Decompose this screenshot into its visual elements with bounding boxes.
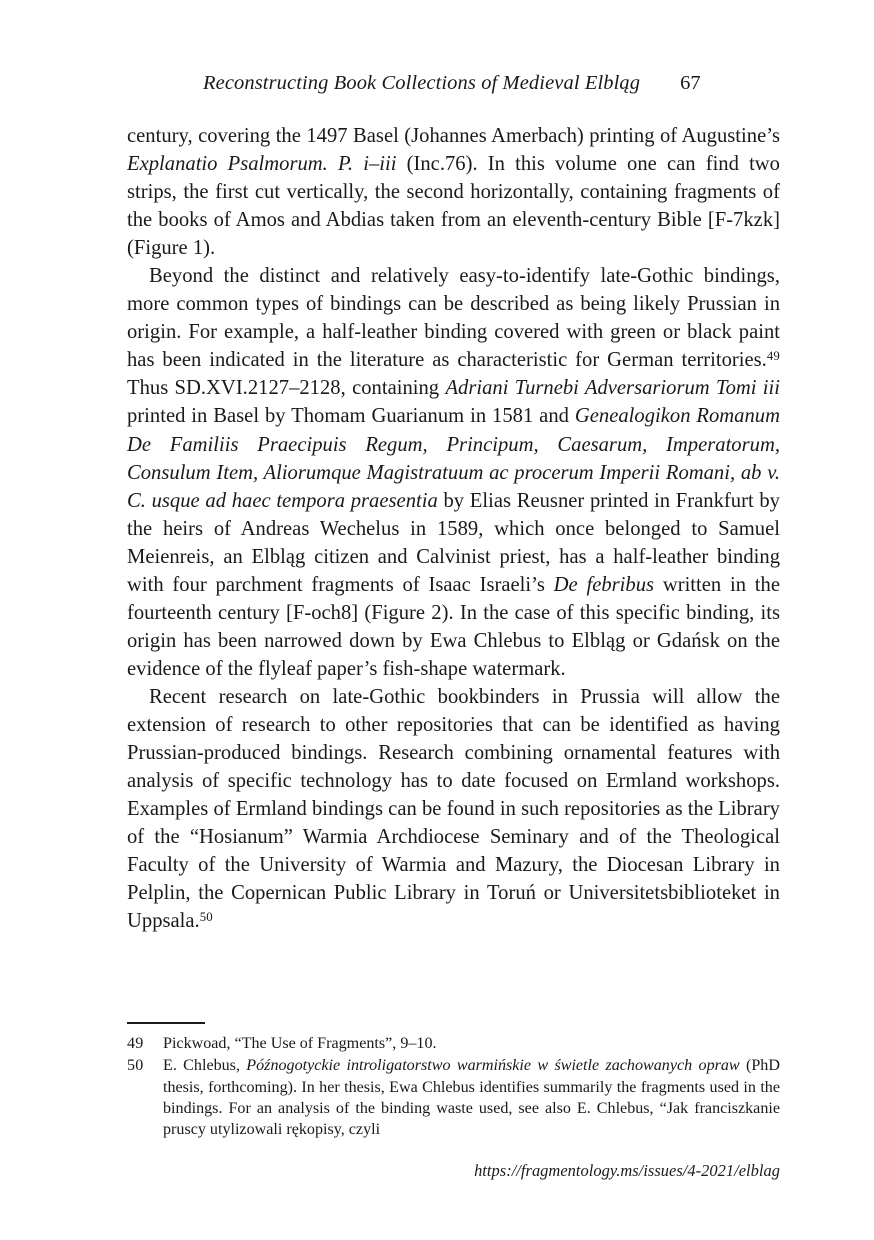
footnote-number: 50 (127, 1057, 144, 1075)
running-title: Reconstructing Book Collections of Medieval Elbląg (203, 72, 641, 94)
text-run: E. Chlebus, (163, 1057, 247, 1075)
text-run: Recent research on late-Gothic bookbinders in Prussia will allow the extension of research to other repositories that can be identified as having Prussian-produced bindings. Research combining ornamental features with analysis of specific technology has to date focused on Ermland workshops. Examples of Ermland bindings can be found in such repositories as the Library of the “Hosianum” Warmia Archdiocese Seminary and of the Theological Faculty of the University of Warmia and Mazury, the Diocesan Library in Pelplin, the Copernican Public Library in Toruń or Universitetsbiblioteket in Uppsala. (127, 685, 780, 933)
para-3 (127, 683, 780, 935)
body-text (127, 122, 780, 935)
italic-run: Adriani Turnebi Adversariorum Tomi iii (445, 377, 781, 400)
footnote-list (127, 1033, 780, 1141)
footnote-number: 49 (127, 1035, 144, 1052)
italic-run: De febribus (553, 573, 655, 596)
text-run: century, covering the 1497 Basel (Johannes Amerbach) printing of Augustine’s (127, 125, 780, 147)
footnote-text (163, 1055, 780, 1140)
text-run: by Elias Reusner printed in Frankfurt by the heirs of Andreas Wechelus in 1589, which once belonged to Samuel Meienreis, an Elbląg citizen and Calvinist priest, has a half-leather binding with four parchment fragments of Isaac Israeli’s (127, 489, 780, 596)
text-run: printed in Basel by Thomam Guarianum in 1581 and (127, 405, 575, 428)
italic-run: Genealogikon Romanum De Familiis Praecipuis Regum, Principum, Caesarum, Imperatorum, Consulum Item, Aliorumque Magistratuum ac procerum Imperii Romani, ab v. C. usque ad haec tempora praesentia (127, 405, 780, 512)
text-run: (PhD thesis, forthcoming). In her thesis, Ewa Chlebus identifies summarily the fragments used in the bindings. For an analysis of the binding waste used, see also E. Chlebus, “Jak franciszkanie pruscy utylizowali rękopisy, czyli (163, 1057, 780, 1139)
footnote-50 (127, 1055, 780, 1140)
text-run: (Inc.76). In this volume one can find two strips, the first cut vertically, the second horizontally, containing fragments of the books of Amos and Abdias taken from an eleventh-century Bible [F-7kzk] (Figure 1). (127, 153, 780, 260)
para-2 (127, 262, 780, 683)
page-number: 67 (680, 72, 701, 94)
footnote-reference-49[interactable]: 49 (766, 349, 780, 364)
text-run: Beyond the distinct and relatively easy-to-identify late-Gothic bindings, more common types of bindings can be described as being likely Prussian in origin. For example, a half-leather binding covered with green or black paint has been indicated in the literature as characteristic for German territories. (127, 265, 780, 372)
footnote-separator-rule (127, 1022, 205, 1024)
footer-url: https://fragmentology.ms/issues/4-2021/elblag (474, 1161, 780, 1180)
text-run: written in the fourteenth century [F-och8] (Figure 2). In the case of this specific binding, its origin has been narrowed down by Ewa Chlebus to Elbląg or Gdańsk on the evidence of the flyleaf paper’s fish-shape watermark. (127, 573, 780, 680)
footnote-49 (127, 1033, 780, 1054)
footnote-reference-50[interactable]: 50 (199, 910, 213, 925)
italic-run: Explanatio Psalmorum. P. i–iii (127, 153, 397, 176)
italic-run: Późnogotyckie introligatorstwo warmińskie w świetle zachowanych opraw (246, 1057, 740, 1075)
running-header (127, 72, 780, 102)
para-1 (127, 122, 780, 262)
text-run: Thus SD.XVI.2127–2128, containing (127, 377, 446, 400)
footnote-text (163, 1033, 780, 1054)
text-run: Pickwoad, “The Use of Fragments”, 9–10. (163, 1035, 437, 1052)
